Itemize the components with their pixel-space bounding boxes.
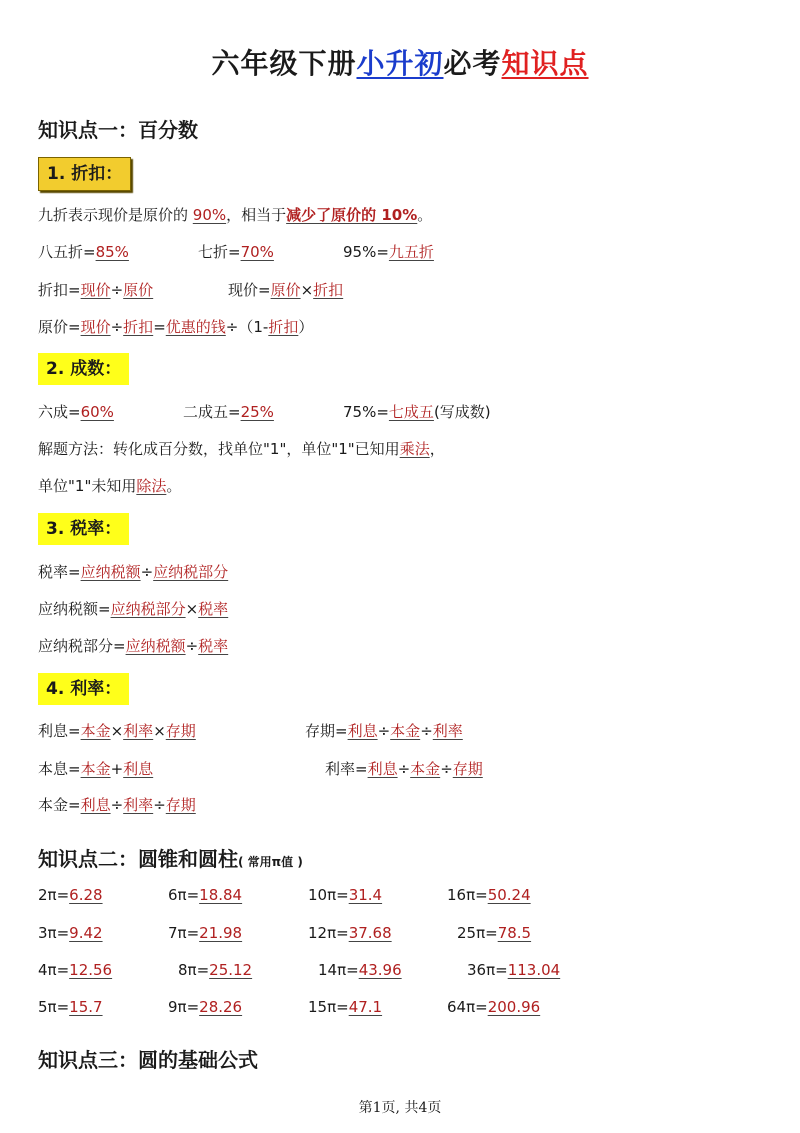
pi-cell [308,998,382,1016]
pi-value: 6.28 [69,886,103,904]
answer: 应纳税额 [125,637,186,655]
answer: 折扣 [268,318,299,336]
discount-line2b [198,241,274,262]
operator: × [153,722,166,740]
answer: 利率 [432,722,463,740]
interest-line1-right [305,720,463,741]
chengshu-line1c [343,401,491,422]
operator: × [110,722,124,740]
text: 。 [417,206,433,224]
text: ÷（1- [225,318,269,336]
operator: ÷ [420,722,433,740]
discount-line2c [343,241,434,262]
answer: 折扣 [123,318,154,336]
operator: ÷ [397,760,411,778]
interest-line2 [38,758,153,779]
interest-tag: 4. 利率： [38,673,129,705]
pi-value: 28.26 [199,998,243,1016]
answer: 减少了原价的 10% [286,206,418,224]
text: ， [429,440,445,458]
pi-cell [38,886,103,904]
text: 现价= [228,281,271,299]
chengshu-tag: 2. 成数： [38,353,129,385]
answer: 25% [240,403,274,421]
text: 七折= [198,243,241,261]
pi-key: 5π= [38,998,70,1016]
page-title [0,42,800,82]
answer: 本金 [80,722,111,740]
pi-key: 64π= [447,998,488,1016]
operator: × [300,281,314,299]
page-footer: 第1页, 共4页 [358,1100,442,1116]
pi-value: 15.7 [69,998,103,1016]
pi-cell [38,998,103,1016]
operator: + [110,760,124,778]
discount-tag: 1. 折扣： [38,157,131,191]
interest-line2-right [325,758,483,779]
text: 应纳税额= [38,600,111,618]
title-part2: 小升初 [356,47,444,80]
operator: × [185,600,199,618]
pi-key: 9π= [168,998,200,1016]
answer: 应纳税部分 [153,563,229,581]
answer: 利率 [123,796,154,814]
discount-line1 [38,204,432,225]
discount-line2a [38,241,129,262]
pi-cell [318,961,402,979]
pi-value: 18.84 [199,886,243,904]
pi-key: 6π= [168,886,200,904]
section2-heading [38,843,303,872]
operator: ÷ [440,760,453,778]
answer: 原价 [123,281,154,299]
text: 本金= [38,796,81,814]
answer: 60% [80,403,114,421]
text: 。 [166,477,182,495]
pi-cell [467,961,560,979]
tax-tag: 3. 税率： [38,513,129,545]
answer: 现价 [80,281,111,299]
text: 单位"1"未知用 [38,477,137,495]
tax-line2 [38,598,228,619]
tax-line3 [38,635,228,656]
text: 利息= [38,722,81,740]
title-part3: 必考 [443,47,502,80]
interest-line1 [38,720,196,741]
title-part4: 知识点 [501,47,589,80]
operator: ÷ [110,318,124,336]
section1-heading: 知识点一：百分数 [38,118,198,142]
pi-cell [457,924,531,942]
answer: 存期 [452,760,483,778]
text: 八五折= [38,243,96,261]
pi-cell [168,886,242,904]
answer: 现价 [80,318,111,336]
pi-value: 43.96 [358,961,402,979]
pi-cell [178,961,252,979]
answer: 90% [192,206,227,224]
answer: 税率 [198,637,229,655]
answer: 九五折 [388,243,434,261]
pi-key: 10π= [308,886,349,904]
pi-cell [308,886,382,904]
pi-key: 15π= [308,998,349,1016]
pi-cell [38,961,112,979]
pi-cell [447,998,540,1016]
pi-value: 47.1 [348,998,383,1016]
pi-key: 25π= [457,924,498,942]
text: 75%= [343,403,389,421]
interest-line3 [38,794,196,815]
discount-line3a [38,279,153,300]
pi-cell [168,924,242,942]
answer: 税率 [198,600,229,618]
answer: 除法 [136,477,167,495]
pi-value: 113.04 [507,961,561,979]
operator: = [153,318,166,336]
operator: ÷ [110,281,124,299]
operator: ÷ [377,722,391,740]
title-part1: 六年级下册 [211,47,357,80]
pi-value: 200.96 [487,998,541,1016]
chengshu-line1b [183,401,274,422]
pi-key: 3π= [38,924,70,942]
pi-key: 12π= [308,924,349,942]
text: 应纳税部分= [38,637,126,655]
text: 折扣= [38,281,81,299]
answer: 利息 [367,760,398,778]
pi-value: 50.24 [487,886,531,904]
pi-key: 4π= [38,961,70,979]
pi-value: 78.5 [497,924,532,942]
pi-cell [38,924,103,942]
discount-line3b [228,279,343,300]
pi-key: 16π= [447,886,488,904]
text: 原价= [38,318,81,336]
pi-value: 37.68 [348,924,392,942]
section2-note: ( 常用π值 ) [238,855,303,869]
section2-title: 知识点二：圆锥和圆柱 [38,847,238,871]
text: ，相当于 [226,206,287,224]
pi-key: 8π= [178,961,210,979]
answer: 利息 [80,796,111,814]
text: 九折表示现价是原价的 [38,206,193,224]
answer: 七成五 [388,403,434,421]
answer: 应纳税额 [80,563,141,581]
pi-value: 21.98 [199,924,243,942]
answer: 本金 [80,760,111,778]
pi-key: 2π= [38,886,70,904]
answer: 利率 [123,722,154,740]
text: (写成数) [433,403,491,421]
pi-key: 36π= [467,961,508,979]
section3-heading: 知识点三：圆的基础公式 [38,1048,258,1072]
pi-value: 25.12 [209,961,253,979]
text: 解题方法：转化成百分数，找单位"1"，单位"1"已知用 [38,440,400,458]
operator: ÷ [110,796,124,814]
tax-line1 [38,561,228,582]
answer: 70% [240,243,274,261]
answer: 应纳税部分 [110,600,186,618]
text: 存期= [305,722,348,740]
pi-value: 12.56 [69,961,113,979]
answer: 本金 [410,760,441,778]
pi-value: 31.4 [348,886,383,904]
text: 利率= [325,760,368,778]
text: 本息= [38,760,81,778]
answer: 存期 [165,722,196,740]
pi-key: 7π= [168,924,200,942]
pi-cell [168,998,242,1016]
pi-cell [447,886,531,904]
pi-key: 14π= [318,961,359,979]
text: 税率= [38,563,81,581]
pi-value: 9.42 [69,924,103,942]
text: 六成= [38,403,81,421]
answer: 本金 [390,722,421,740]
answer: 原价 [270,281,301,299]
answer: 折扣 [313,281,344,299]
text: 二成五= [183,403,241,421]
text: 95%= [343,243,389,261]
answer: 优惠的钱 [165,318,226,336]
pi-cell [308,924,392,942]
chengshu-line2 [38,438,445,459]
text: ） [298,318,314,336]
answer: 利息 [347,722,378,740]
operator: ÷ [185,637,199,655]
chengshu-line1a [38,401,114,422]
operator: ÷ [140,563,154,581]
answer: 利息 [123,760,154,778]
discount-line4 [38,316,313,337]
answer: 乘法 [399,440,430,458]
operator: ÷ [153,796,166,814]
chengshu-line3 [38,475,181,496]
answer: 85% [95,243,129,261]
answer: 存期 [165,796,196,814]
